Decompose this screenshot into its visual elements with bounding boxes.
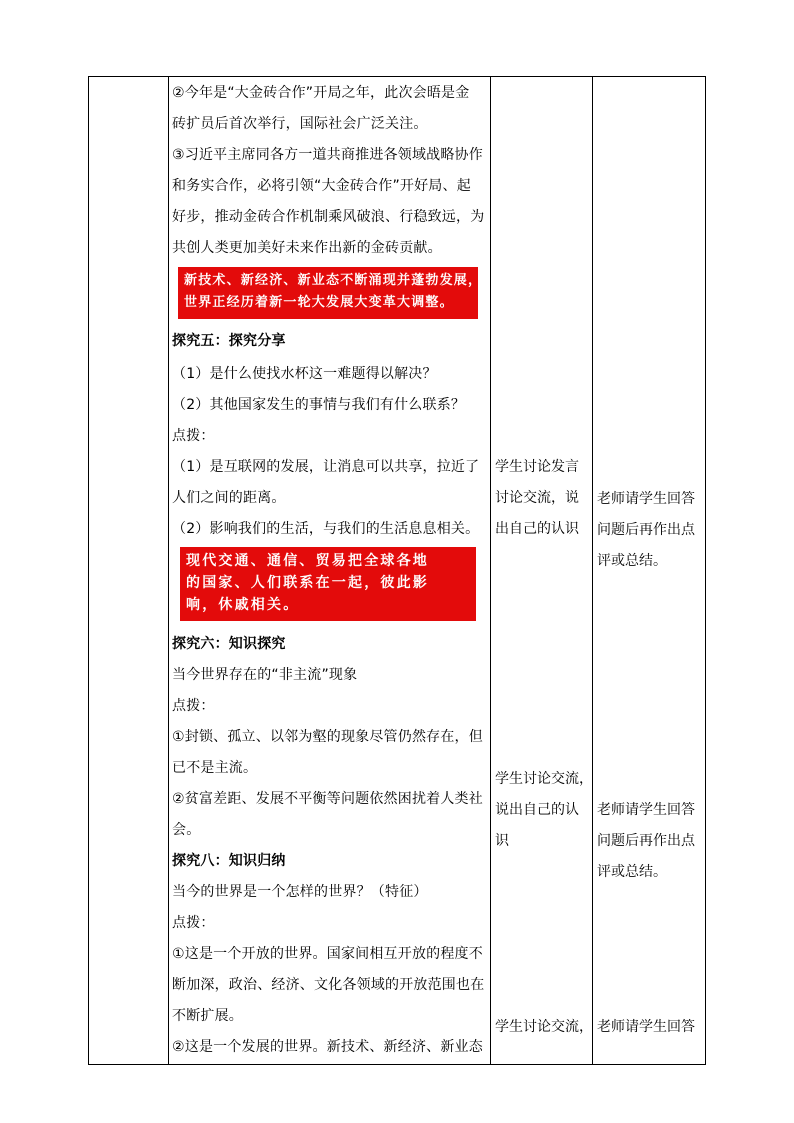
- teacher-line: 评或总结。: [597, 864, 667, 880]
- answer-line: （1）是互联网的发展，让消息可以共享，拉近了: [172, 459, 480, 475]
- highlight-box: [178, 267, 483, 319]
- content-line: 和务实合作，必将引领“大金砖合作”开好局、起: [172, 178, 471, 194]
- section-title: 探究五：探究分享: [172, 333, 286, 349]
- highlight-line: 的国家、人们联系在一起，彼此影: [186, 575, 429, 591]
- content-line: 砖扩员后首次举行，国际社会广泛关注。: [172, 116, 428, 132]
- hint-label: 点拨：: [172, 915, 215, 931]
- highlight-line: 现代交通、通信、贸易把全球各地: [186, 553, 429, 569]
- content-line: 当今的世界是一个怎样的世界？（特征）: [172, 884, 428, 900]
- student-line: 学生讨论交流，: [495, 771, 593, 787]
- content-line: ②今年是“大金砖合作”开局之年，此次会晤是金: [172, 85, 470, 101]
- content-line: ①封锁、孤立、以邻为壑的现象尽管仍然存在，但: [172, 729, 483, 745]
- content-line: 断加深，政治、经济、文化各领域的开放范围也在: [172, 977, 485, 993]
- teacher-activity: [597, 1017, 695, 1048]
- content-line: 共创人类更加美好未来作出新的金砖贡献。: [172, 240, 442, 256]
- content-line: ③习近平主席同各方一道共商推进各领域战略协作: [172, 147, 483, 163]
- question: （1）是什么使找水杯这一难题得以解决？: [172, 366, 437, 382]
- student-line: 学生讨论发言: [495, 459, 579, 475]
- column-divider: [490, 77, 491, 1064]
- content-line: ②这是一个发展的世界。新技术、新经济、新业态: [172, 1039, 483, 1055]
- answer-line: 人们之间的距离。: [172, 490, 286, 506]
- content-line: ②贫富差距、发展不平衡等问题依然困扰着人类社: [172, 791, 483, 807]
- highlight-box: [180, 547, 476, 621]
- content-line: 会。: [172, 822, 201, 838]
- student-line: 讨论交流，说: [495, 490, 579, 506]
- highlight-line: 世界正经历着新一轮大发展大变革大调整。: [184, 295, 454, 310]
- teacher-line: 问题后再作出点: [597, 522, 695, 538]
- content-line: 不断扩展。: [172, 1008, 243, 1024]
- highlight-line: 响，休戚相关。: [186, 597, 300, 613]
- highlight-line: 新技术、新经济、新业态不断涌现并蓬勃发展，: [184, 273, 483, 288]
- section-title: 探究八：知识归纳: [172, 853, 286, 869]
- student-line: 说出自己的认: [495, 802, 579, 818]
- teacher-activity: [597, 489, 695, 582]
- student-line: 识: [495, 833, 509, 849]
- teacher-activity: [597, 800, 695, 893]
- teacher-line: 问题后再作出点: [597, 833, 695, 849]
- hint-label: 点拨：: [172, 428, 215, 444]
- column-divider: [168, 77, 169, 1064]
- content-line: 当今世界存在的“非主流”现象: [172, 667, 358, 683]
- student-activity: [495, 1017, 593, 1048]
- teacher-line: 老师请学生回答: [597, 802, 695, 818]
- teacher-line: 老师请学生回答: [597, 491, 695, 507]
- student-line: 出自己的认识: [495, 521, 579, 537]
- teacher-line: 评或总结。: [597, 553, 667, 569]
- hint-label: 点拨：: [172, 698, 215, 714]
- content-line: 已不是主流。: [172, 760, 258, 776]
- student-activity: [495, 457, 579, 550]
- student-activity: [495, 769, 593, 862]
- column-divider: [592, 77, 593, 1064]
- lesson-plan-table: [88, 76, 706, 1065]
- teacher-line: 老师请学生回答: [597, 1019, 695, 1035]
- question: （2）其他国家发生的事情与我们有什么联系？: [172, 397, 466, 413]
- content-line: 好步，推动金砖合作机制乘风破浪、行稳致远，为: [172, 209, 485, 225]
- section-title: 探究六：知识探究: [172, 636, 286, 652]
- answer-line: （2）影响我们的生活，与我们的生活息息相关。: [172, 521, 480, 537]
- content-line: ①这是一个开放的世界。国家间相互开放的程度不: [172, 946, 483, 962]
- student-line: 学生讨论交流，: [495, 1019, 593, 1035]
